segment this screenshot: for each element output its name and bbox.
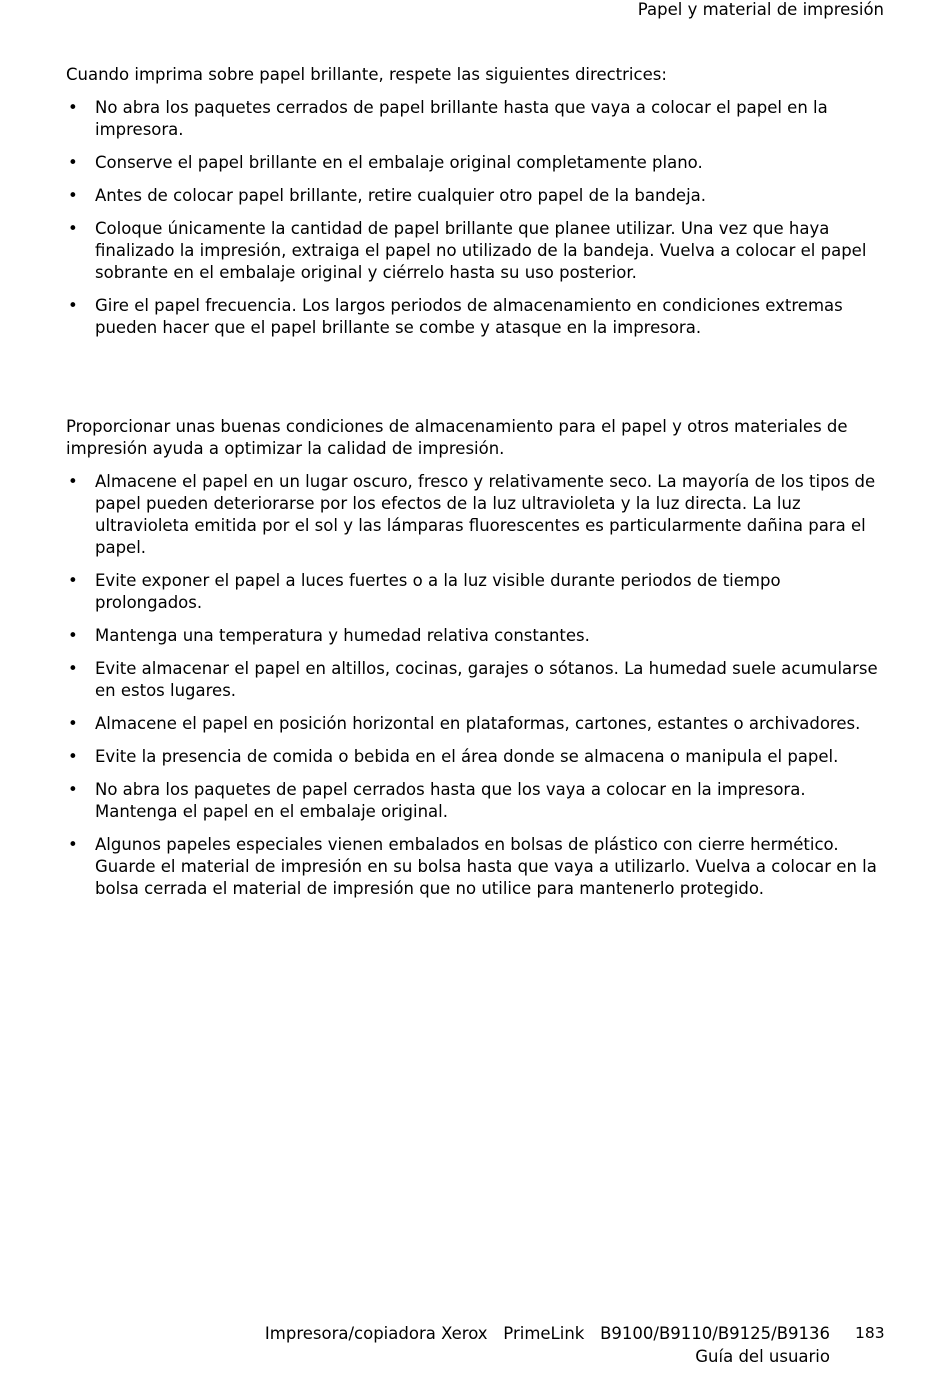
document-body — [66, 64, 886, 911]
list-item — [66, 218, 886, 284]
section-spacer — [66, 350, 886, 416]
list-item-text: Evite la presencia de comida o bebida en el área donde se almacena o manipula el papel. — [95, 747, 839, 766]
list-item — [66, 625, 886, 647]
bullet-icon: • — [68, 296, 78, 315]
bullet-icon: • — [68, 714, 78, 733]
list-item-text: Gire el papel frecuencia. Los largos periodos de almacenamiento en condiciones extremas pueden hacer que el papel brillante se combe y atasque en la impresora. — [95, 296, 843, 337]
footer-guide-title: Guía del usuario — [695, 1347, 830, 1366]
running-header: Papel y material de impresión — [637, 0, 884, 19]
bullet-icon: • — [68, 835, 78, 854]
list-item — [66, 570, 886, 614]
page-number: 183 — [855, 1324, 885, 1342]
list-item-text: Almacene el papel en un lugar oscuro, fresco y relativamente seco. La mayoría de los tipos de papel pueden deteriorarse por los efectos de la luz ultravioleta y la luz directa. La luz ultravioleta emitida por el sol y las lámparas fluorescentes es particularmente dañina para el papel. — [95, 472, 876, 557]
list-item-text: No abra los paquetes de papel cerrados hasta que los vaya a colocar en la impresora. Mantenga el papel en el embalaje original. — [95, 780, 806, 821]
list-item — [66, 97, 886, 141]
list-item — [66, 152, 886, 174]
bullet-icon: • — [68, 571, 78, 590]
list-item — [66, 834, 886, 900]
list-item — [66, 713, 886, 735]
list-item — [66, 471, 886, 559]
list-item — [66, 779, 886, 823]
list-item-text: Conserve el papel brillante en el embalaje original completamente plano. — [95, 153, 703, 172]
list-item — [66, 185, 886, 207]
list-item-text: Coloque únicamente la cantidad de papel brillante que planee utilizar. Una vez que haya finalizado la impresión, extraiga el papel no utilizado de la bandeja. Vuelva a colocar el papel sobrante en el embalaje original y ciérrelo hasta su uso posterior. — [95, 219, 867, 282]
list-item-text: Almacene el papel en posición horizontal en plataformas, cartones, estantes o archivadores. — [95, 714, 861, 733]
glossy-intro: Cuando imprima sobre papel brillante, respete las siguientes directrices: — [66, 65, 667, 84]
list-item-text: Mantenga una temperatura y humedad relativa constantes. — [95, 626, 590, 645]
list-item-text: Evite almacenar el papel en altillos, cocinas, garajes o sótanos. La humedad suele acumularse en estos lugares. — [95, 659, 878, 700]
list-item — [66, 746, 886, 768]
bullet-icon: • — [68, 186, 78, 205]
storage-guidelines-list — [66, 471, 886, 900]
list-item — [66, 658, 886, 702]
list-item-text: Algunos papeles especiales vienen embalados en bolsas de plástico con cierre hermético. Guarde el material de impresión en su bolsa hasta que vaya a utilizarlo. Vuelva a colocar en la bolsa cerrada el material de impresión que no utilice para mantenerlo protegido. — [95, 835, 877, 898]
bullet-icon: • — [68, 659, 78, 678]
storage-intro: Proporcionar unas buenas condiciones de almacenamiento para el papel y otros materiales de impresión ayuda a optimizar la calidad de impresión. — [66, 417, 848, 458]
list-item-text: Evite exponer el papel a luces fuertes o a la luz visible durante periodos de tiempo prolongados. — [95, 571, 781, 612]
list-item-text: No abra los paquetes cerrados de papel brillante hasta que vaya a colocar el papel en la impresora. — [95, 98, 828, 139]
list-item-text: Antes de colocar papel brillante, retire cualquier otro papel de la bandeja. — [95, 186, 707, 205]
bullet-icon: • — [68, 626, 78, 645]
bullet-icon: • — [68, 747, 78, 766]
footer-product-name: Impresora/copiadora Xerox PrimeLink B9100/B9110/B9125/B9136 — [264, 1324, 830, 1343]
bullet-icon: • — [68, 472, 78, 491]
bullet-icon: • — [68, 219, 78, 238]
bullet-icon: • — [68, 780, 78, 799]
bullet-icon: • — [68, 153, 78, 172]
list-item — [66, 295, 886, 339]
bullet-icon: • — [68, 98, 78, 117]
glossy-guidelines-list — [66, 97, 886, 339]
